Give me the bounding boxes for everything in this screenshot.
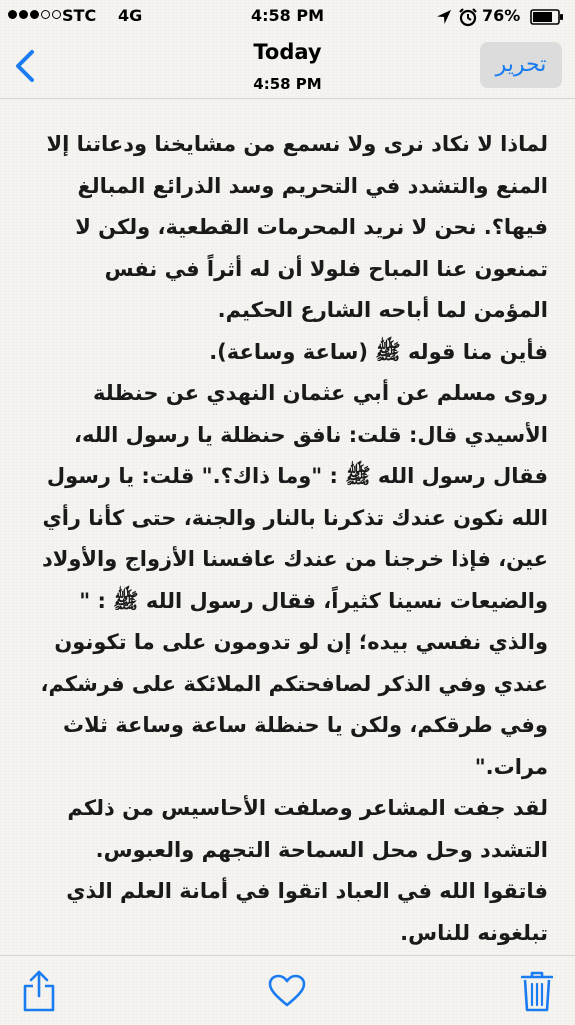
battery-percent: 76%	[482, 6, 521, 25]
note-paragraph: روى مسلم عن أبي عثمان النهدي عن حنظلة الأسيدي قال: قلت: نافق حنظلة يا رسول الله، فقال رسول الله ﷺ : "وما ذاك؟." قلت: يا رسول الله نكون عندك تذكرنا بالنار والجنة، حتى كأنا رأي عين، فإذا خرجنا من عندك عافسنا الأزواج والأولاد والضيعات نسينا كثيراً، فقال رسول الله ﷺ : " والذي نفسي بيده؛ إن لو تدومون على ما تكونون عندي وفي الذكر لصافحتكم الملائكة على فرشكم، وفي طرقكم، ولكن يا حنظلة ساعة وساعة ثلاث مرات."	[40, 381, 548, 779]
bottom-toolbar	[0, 955, 575, 1025]
note-paragraph: لماذا لا نكاد نرى ولا نسمع من مشايخنا ودعاتنا إلا المنع والتشدد في التحريم وسد الذرائع المبالغ فيها؟. نحن لا نريد المحرمات القطعية، ولكن لا تمنعون عنا المباح فلولا أن له أثراً في نفس المؤمن لما أباحه الشارع الحكيم.	[46, 132, 548, 322]
note-paragraph: فاتقوا الله في العباد اتقوا في أمانة العلم الذي تبلغونه للناس.	[66, 879, 548, 945]
note-body[interactable]	[28, 124, 548, 954]
battery-icon	[530, 9, 564, 25]
carrier-name: STC	[62, 6, 97, 25]
note-paragraph: لقد جفت المشاعر وصلفت الأحاسيس من ذلكم التشدد وحل محل السماحة التجهم والعبوس.	[67, 796, 548, 862]
navigation-bar	[0, 34, 575, 99]
status-time: 4:58 PM	[250, 6, 324, 25]
network-type: 4G	[118, 6, 143, 25]
note-time-subtitle: 4:58 PM	[253, 75, 322, 93]
edit-button[interactable]: تحرير	[480, 42, 562, 88]
note-paragraph: فأين منا قوله ﷺ (ساعة وساعة).	[209, 339, 548, 364]
location-arrow-icon	[436, 9, 452, 25]
heart-icon[interactable]	[268, 974, 306, 1008]
note-date-title: Today	[253, 40, 322, 64]
share-icon[interactable]	[22, 970, 56, 1012]
alarm-clock-icon	[458, 7, 478, 27]
trash-icon[interactable]	[521, 970, 553, 1012]
status-bar	[0, 0, 575, 34]
